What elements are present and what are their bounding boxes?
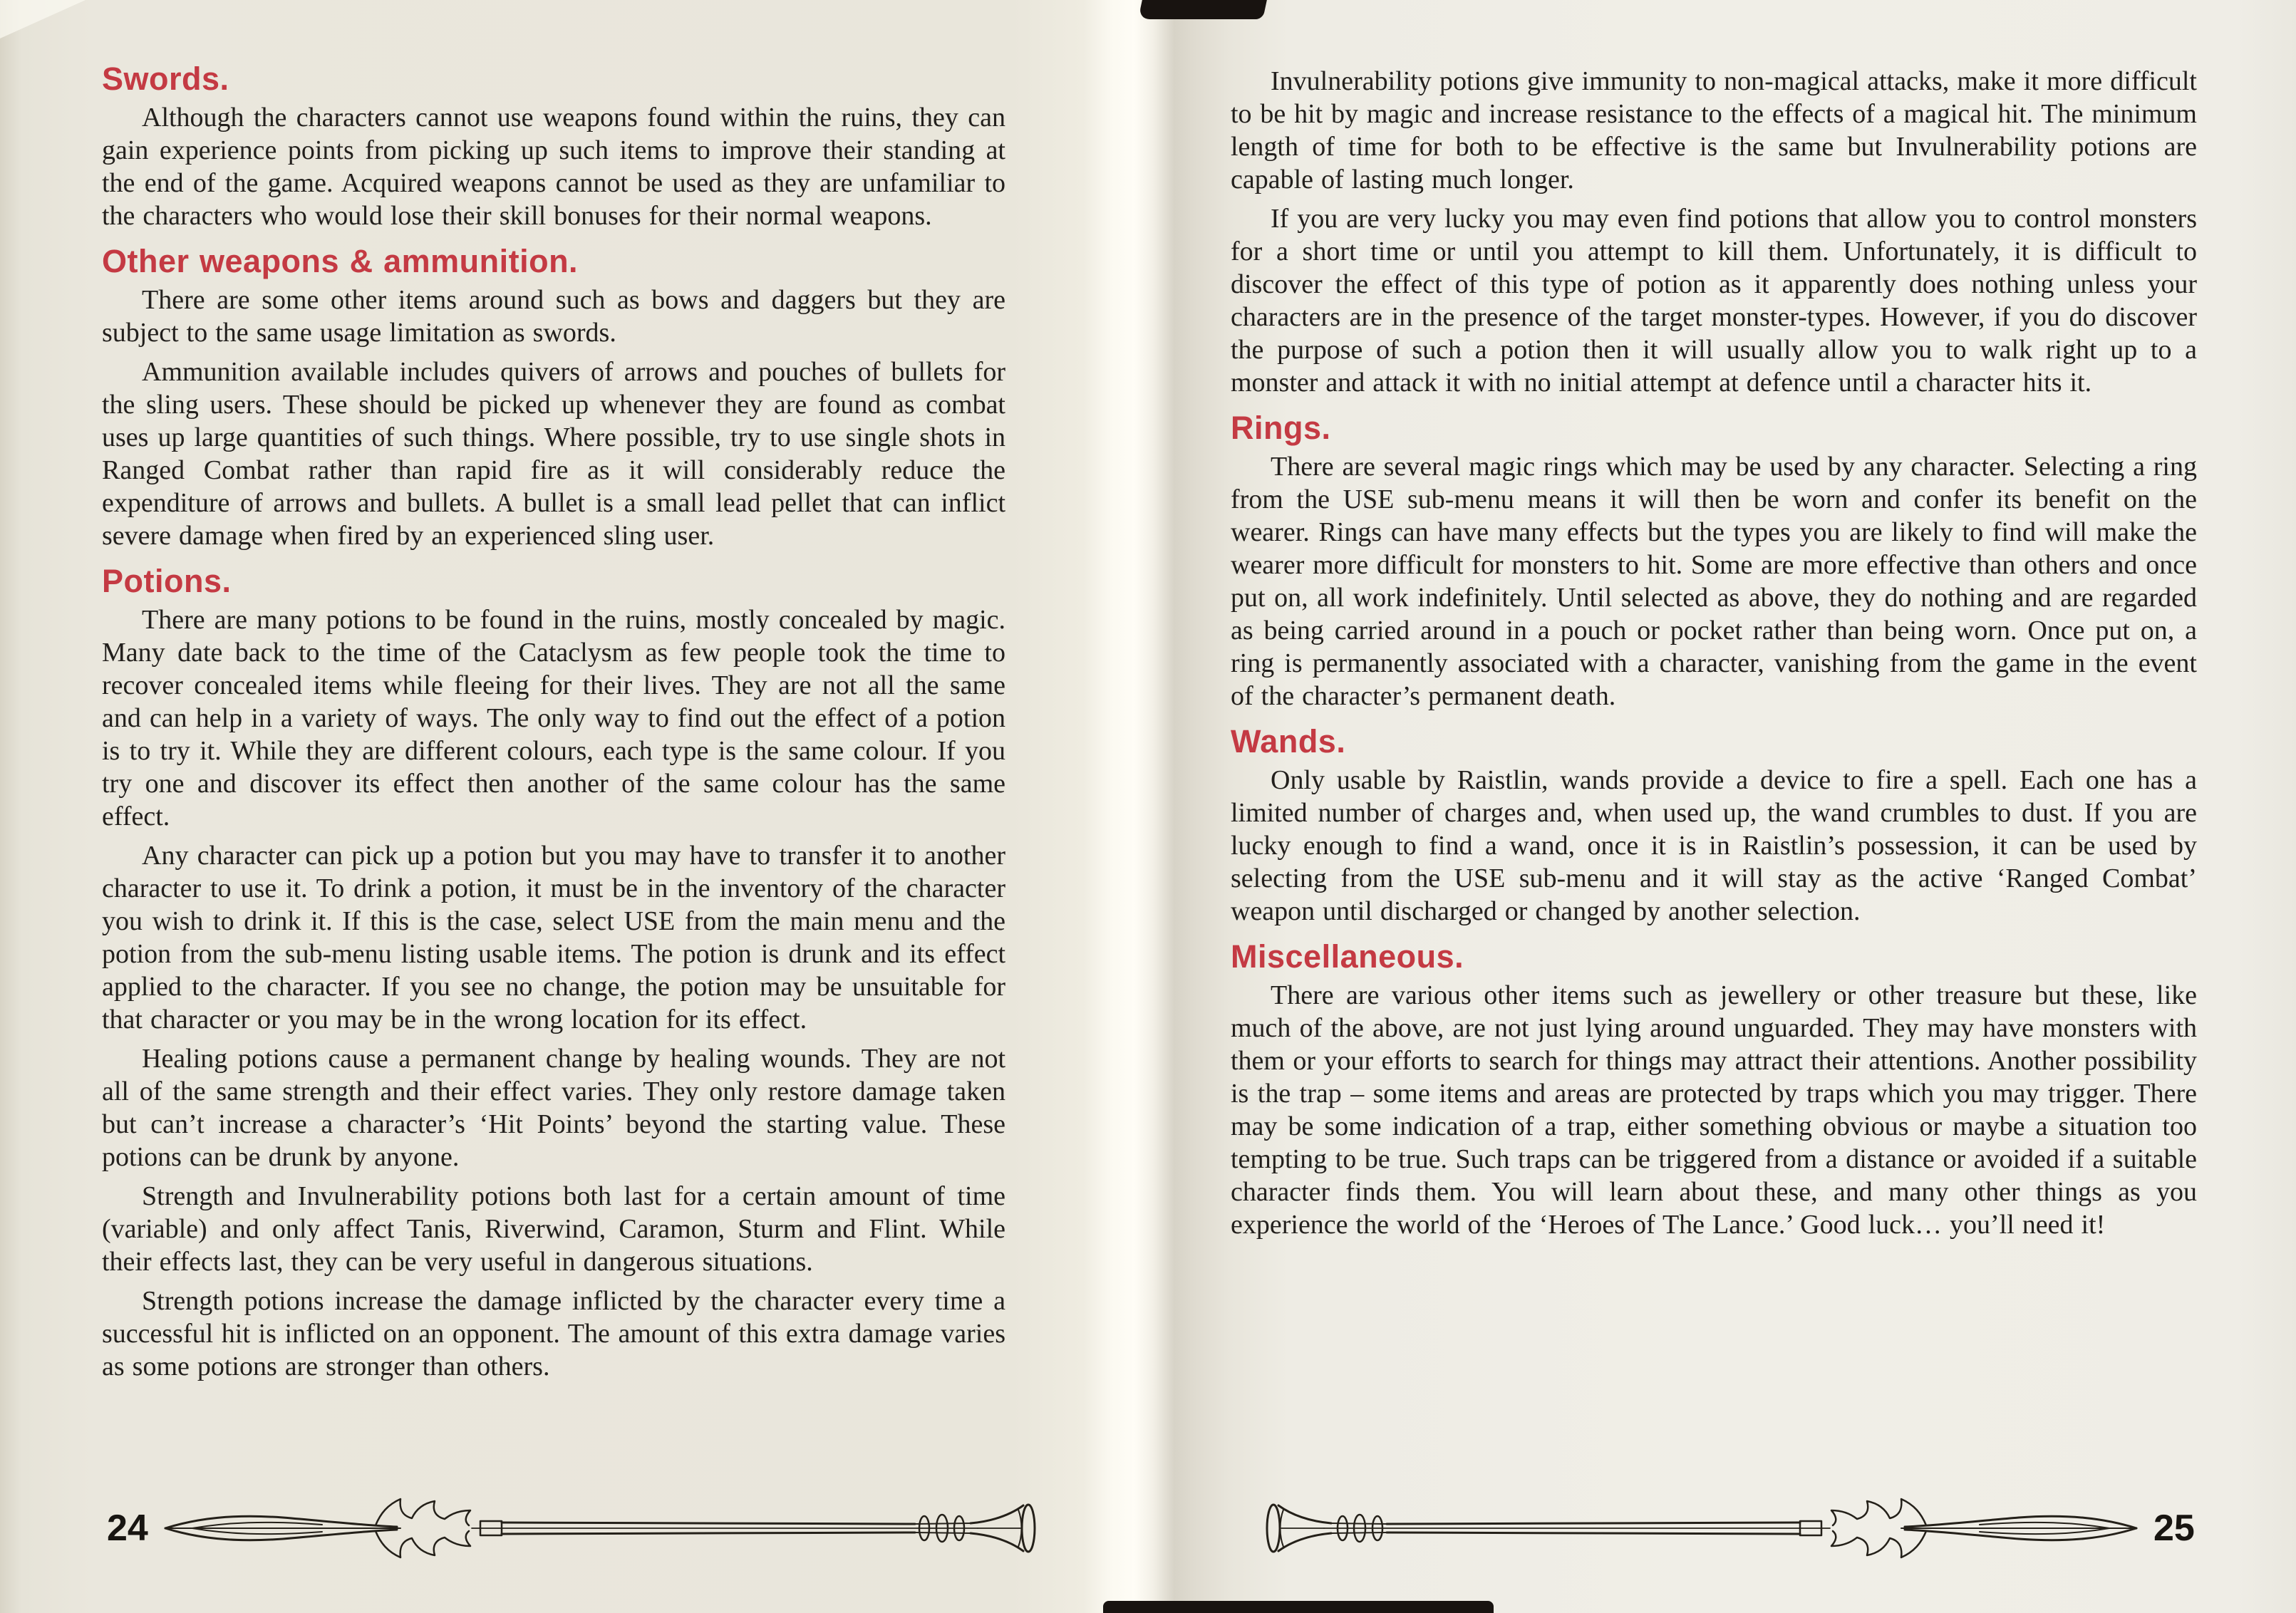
spine-bottom-shadow xyxy=(1103,1601,1494,1613)
page-25-footer xyxy=(1260,1495,2195,1562)
page-25-text-column xyxy=(1231,58,2197,1241)
paragraph: Strength potions increase the damage inflicted by the character every time a successful hit is inflicted on an opponent. The amount of this extra damage varies as some potions are stronger than others. xyxy=(102,1286,1005,1381)
paragraph: There are some other items around such as bows and daggers but they are subject to the same usage limitation as swords. xyxy=(102,285,1005,348)
paragraph: Although the characters cannot use weapons found within the ruins, they can gain experience points from picking up such items to improve their standing at the end of the game. Acquired weapons cannot be used as they are unfamiliar to the characters who would lose their skill bonuses for their normal weapons. xyxy=(102,103,1005,231)
paragraph: Invulnerability potions give immunity to non-magical attacks, make it more difficult to be hit by magic and increase resistance to the effects of a magical hit. The minimum length of time for both to be effective is the same but Invulnerability potions are capable of lasting much longer. xyxy=(1231,66,2197,195)
heading-other-weapons: Other weapons & ammunition. xyxy=(102,243,579,279)
lance-illustration xyxy=(158,1496,1042,1560)
heading-rings: Rings. xyxy=(1231,410,1331,446)
heading-swords: Swords. xyxy=(102,61,229,97)
page-corner-crease xyxy=(0,0,86,38)
paragraph: There are various other items such as jewellery or other treasure but these, like much of the above, are not just lying around unguarded. They may have monsters with them or your efforts to search for things may attract their attentions. Another possibility is the trap – some items and areas are protected by traps which you may trigger. There may be some indication of a trap, either something obvious or maybe a situation too tempting to be true. Such traps can be triggered from a distance or avoided if a suitable character finds them. You will learn about these, and many other things as you experience the world of the ‘Heroes of The Lance.’ Good luck… you’ll need it! xyxy=(1231,980,2197,1240)
page-24-footer xyxy=(107,1495,1042,1562)
paragraph: Ammunition available includes quivers of arrows and pouches of bullets for the sling users. These should be picked up whenever they are found as combat uses up large quantities of such things. Where possible, try to use single shots in Ranged Combat rather than rapid fire as it will considerably reduce the expenditure of arrows and bullets. A bullet is a small lead pellet that can inflict severe damage when fired by an experienced sling user. xyxy=(102,357,1005,551)
paragraph: If you are very lucky you may even find potions that allow you to control monsters for a short time or until you attempt to kill them. Unfortunately, it is difficult to discover the effect of this type of potion as it apparently does nothing unless your characters are in the presence of the target monster-types. However, if you do discover the purpose of such a potion then it will usually allow you to walk right up to a monster and attack it with no initial attempt at defence until a character hits it. xyxy=(1231,204,2197,398)
paragraph: Healing potions cause a permanent change by healing wounds. They are not all of the same strength and their effect varies. They only restore damage taken but can’t increase a character’s ‘Hit Points’ beyond the starting value. These potions can be drunk by anyone. xyxy=(102,1044,1005,1172)
heading-wands: Wands. xyxy=(1231,723,1346,759)
paragraph: Only usable by Raistlin, wands provide a device to fire a spell. Each one has a limited number of charges and, when used up, the wand crumbles to dust. If you are lucky enough to find a wand, once it is in Raistlin’s possession, it can be used by selecting from the USE sub-menu and it will stay as the active ‘Ranged Combat’ weapon until discharged or changed by another selection. xyxy=(1231,765,2197,926)
lance-illustration xyxy=(1260,1496,2144,1560)
paragraph: Any character can pick up a potion but you may have to transfer it to another character to use it. To drink a potion, it must be in the inventory of the character you wish to drink it. If this is the case, select USE from the main menu and the potion from the sub-menu listing usable items. The potion is drunk and its effect applied to the character. If you see no change, the potion may be unsuitable for that character or you may be in the wrong location for its effect. xyxy=(102,841,1005,1034)
heading-potions: Potions. xyxy=(102,563,232,599)
paragraph: There are several magic rings which may be used by any character. Selecting a ring from the USE sub-menu means it will then be worn and confer its benefit on the wearer. Rings can have many effects but the types you are likely to find will make the wearer more difficult for monsters to hit. Some are more effective than others and once put on, all work indefinitely. Until selected as above, they do nothing and are regarded as being carried around in a pouch or pocket rather than being worn. Once put on, a ring is permanently associated with a character, vanishing from the game in the event of the character’s permanent death. xyxy=(1231,452,2197,711)
page-number: 24 xyxy=(107,1508,148,1549)
paragraph: Strength and Invulnerability potions both last for a certain amount of time (variable) and only affect Tanis, Riverwind, Caramon, Sturm and Flint. While their effects last, they can be very useful in dangerous situations. xyxy=(102,1181,1005,1277)
page-24-text-column xyxy=(102,61,1005,1383)
page-number: 25 xyxy=(2153,1508,2195,1549)
paragraph: There are many potions to be found in the ruins, mostly concealed by magic. Many date back to the time of the Cataclysm as few people took the time to recover concealed items while fleeing for their lives. They are not all the same and can help in a variety of ways. The only way to find out the effect of a potion is to try it. While they are different colours, each type is the same colour. If you try one and discover its effect then another of the same colour has the same effect. xyxy=(102,605,1005,831)
heading-miscellaneous: Miscellaneous. xyxy=(1231,938,1464,975)
spine-top-shadow xyxy=(1138,0,1267,19)
